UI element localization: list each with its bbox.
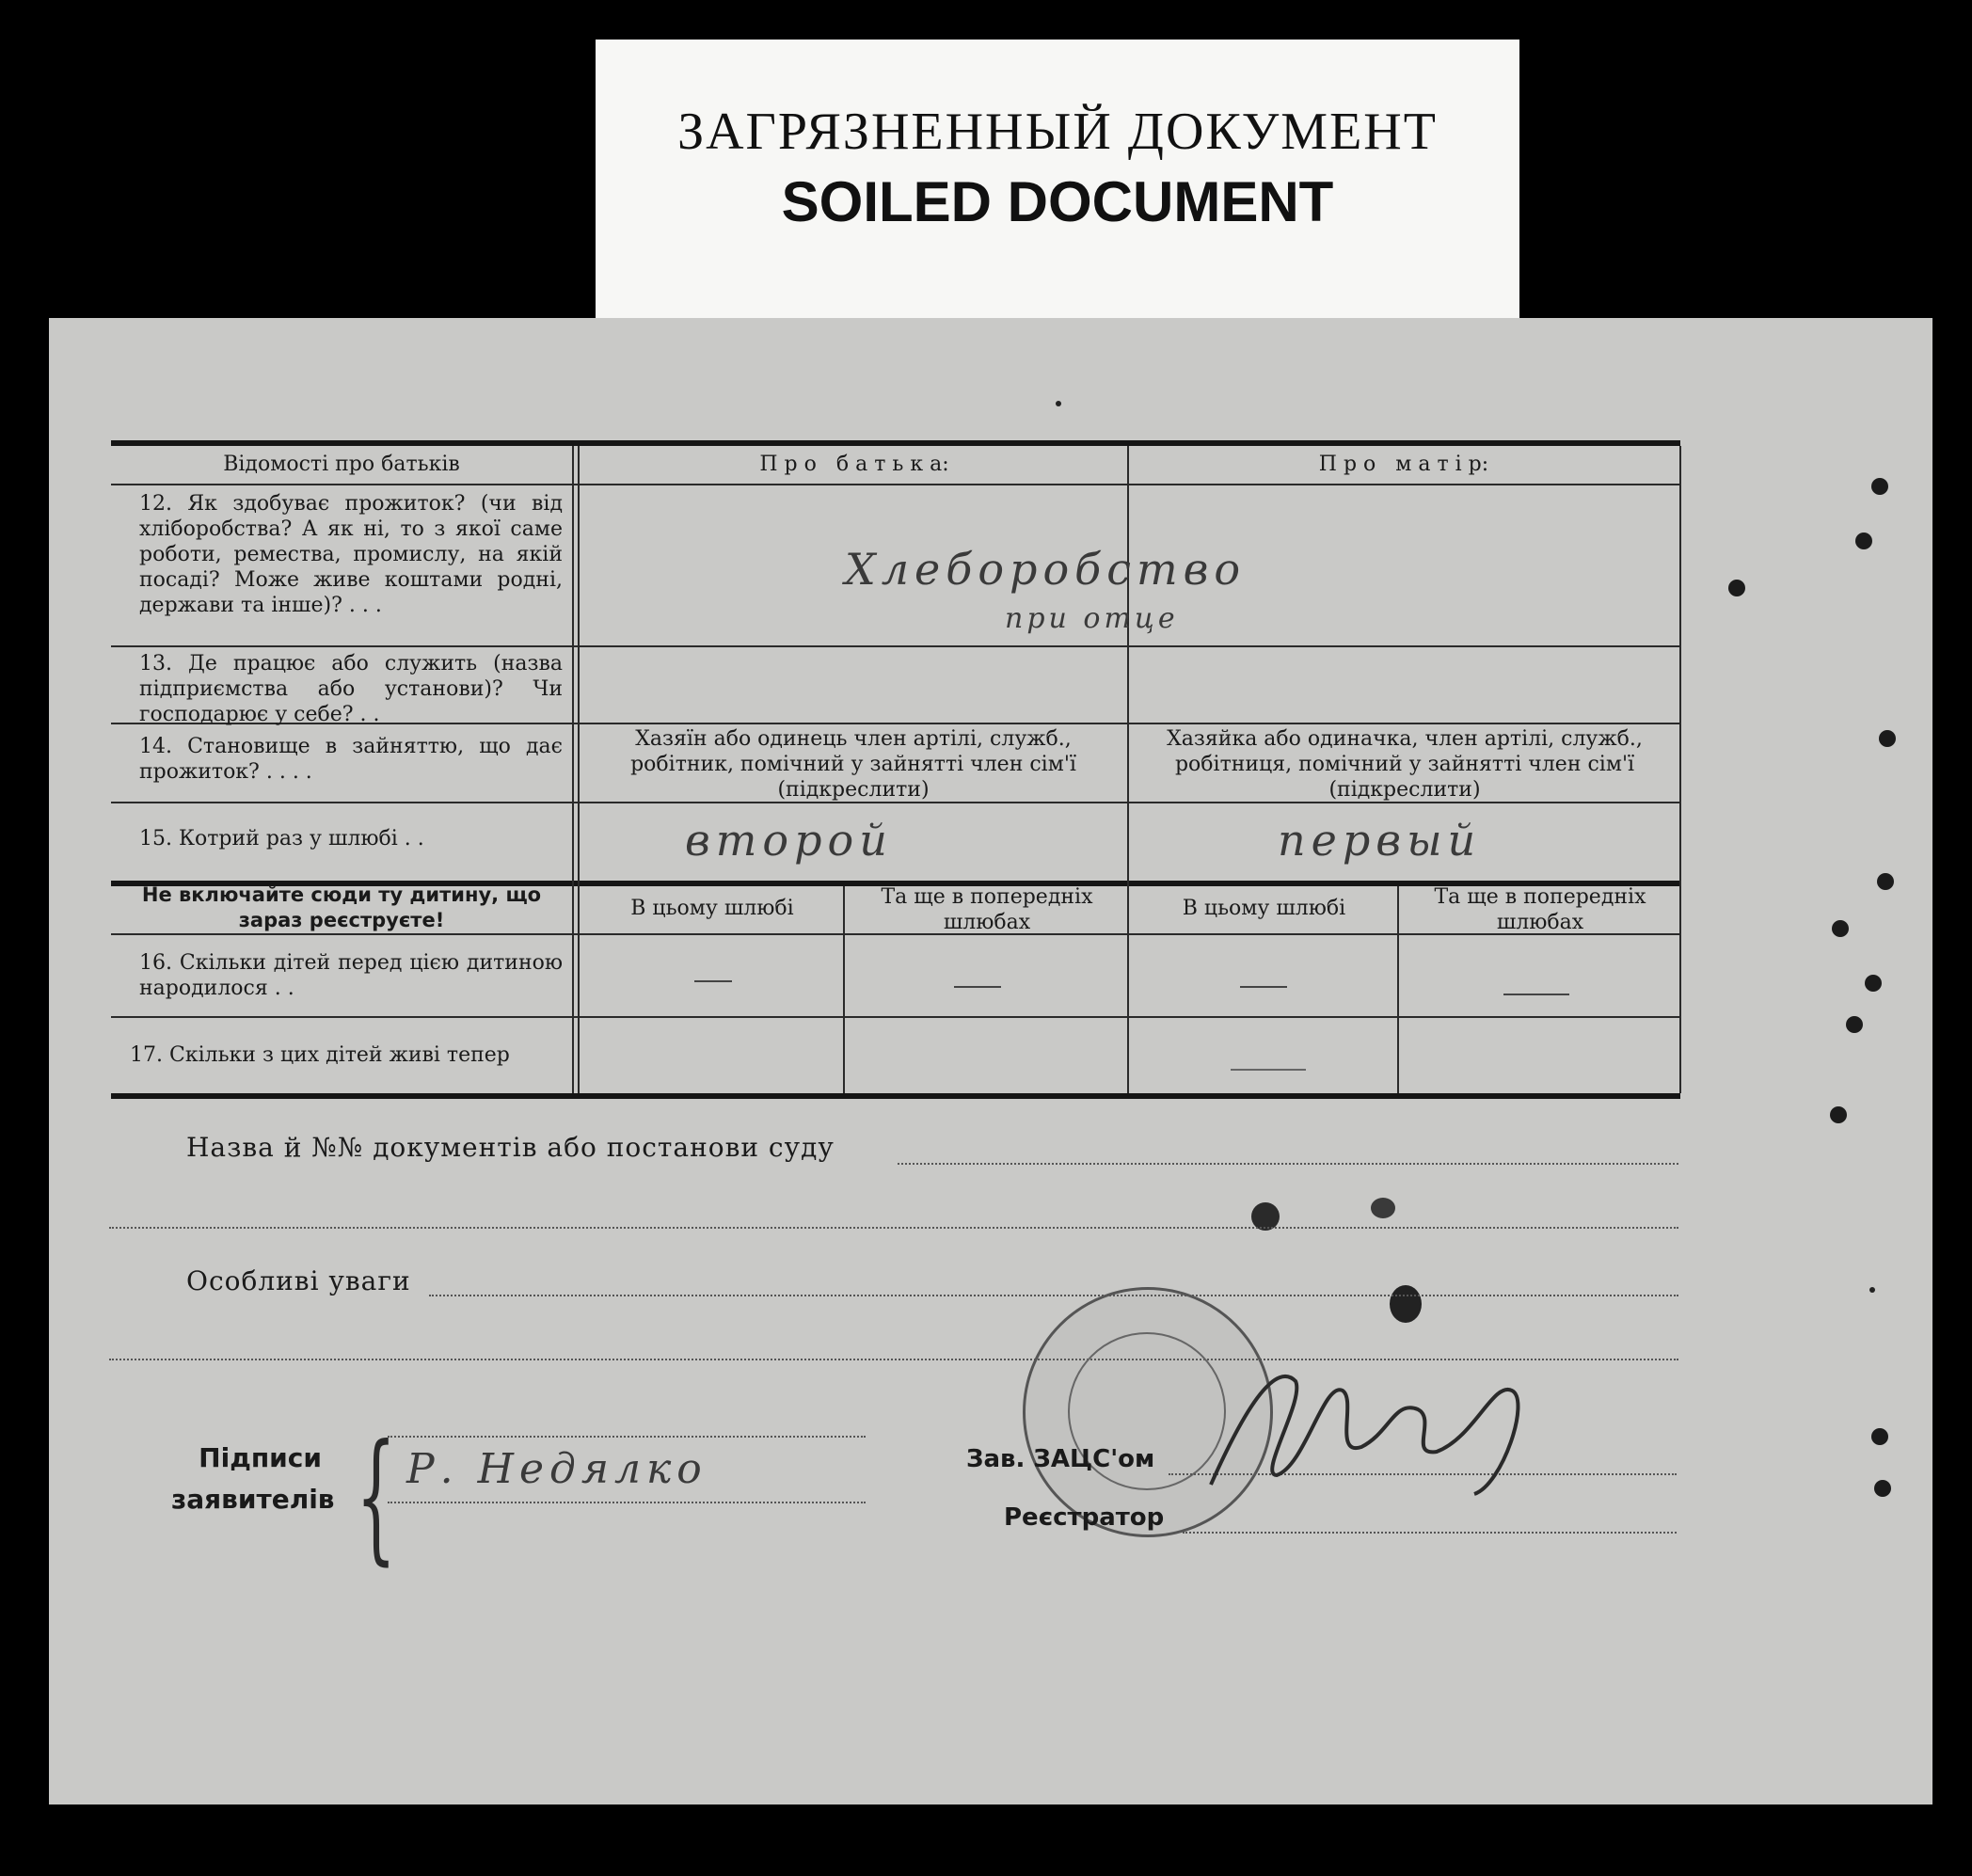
label-title-en: SOILED DOCUMENT	[781, 170, 1334, 233]
notes-label: Особливі уваги	[186, 1265, 411, 1296]
signatures-brace: {	[356, 1415, 397, 1579]
ink-blot	[1371, 1198, 1395, 1218]
father-previous-marriages-header: Та ще в попередніх шлюбах	[881, 885, 1093, 934]
row-12-answer: Хлеборобство	[845, 544, 1247, 595]
documents-label: Назва й №№ документів або постанови суду	[186, 1132, 835, 1163]
header-about-father: П р о б а т ь к а:	[759, 453, 949, 476]
documents-line	[898, 1163, 1678, 1165]
registration-form-sheet	[49, 318, 1932, 1804]
ink-dot	[1056, 401, 1061, 406]
punch-hole	[1846, 1016, 1863, 1033]
documents-line-2	[109, 1227, 1678, 1229]
header-parents-info: Відомості про батьків	[223, 453, 460, 476]
punch-hole	[1832, 920, 1849, 937]
label-title-ru: ЗАГРЯЗНЕННЫЙ ДОКУМЕНТ	[677, 103, 1438, 161]
row-15-father-answer: второй	[685, 815, 893, 866]
punch-hole	[1874, 1480, 1891, 1497]
applicant-signature: Р. Недялко	[406, 1445, 708, 1493]
row-17-question: 17. Скільки з цих дітей живі тепер	[130, 1043, 510, 1067]
row-14-father-options: Хазяїн або одинець член артілі, служб., робітник, помічний у зайнятті член сім'ї (підкреслити)	[630, 727, 1076, 802]
row-12-question: 12. Як здобуває прожиток? (чи від хліборобства? А як ні, то з якої саме роботи, ремества, промислу, на якій посаді? Може живе коштами родні, держави та інше)? . . .	[139, 492, 563, 617]
notes-line	[429, 1295, 1678, 1296]
punch-hole	[1865, 975, 1882, 992]
punch-hole	[1879, 730, 1896, 747]
punch-hole	[1877, 873, 1894, 890]
father-this-marriage-header: В цьому шлюбі	[630, 897, 794, 920]
row-14-question: 14. Становище в зайняттю, що дає прожиток? . . . .	[139, 735, 563, 784]
signature-line-2	[388, 1502, 866, 1503]
soiled-document-label	[596, 40, 1519, 320]
head-signature-scrawl	[1192, 1343, 1550, 1513]
row-15-mother-answer: первый	[1278, 815, 1482, 866]
signature-line-1	[388, 1436, 866, 1438]
punch-hole	[1871, 478, 1888, 495]
ink-blot	[1390, 1285, 1422, 1323]
row-16-father-prev-dash	[954, 986, 1001, 988]
mother-this-marriage-header: В цьому шлюбі	[1182, 897, 1346, 920]
registrar-signature-line	[1183, 1532, 1677, 1534]
row-16-father-this-dash	[694, 980, 732, 982]
mother-previous-marriages-header: Та ще в попередніх шлюбах	[1434, 885, 1646, 934]
row-16-mother-this-dash	[1240, 986, 1287, 988]
children-exclusion-note: Не включайте сюди ту дитину, що зараз реєструєте!	[141, 883, 542, 931]
ink-dot	[1869, 1287, 1875, 1293]
applicant-signatures-label: Підписи заявителів	[171, 1442, 335, 1515]
punch-hole	[1830, 1106, 1847, 1123]
punch-hole	[1871, 1428, 1888, 1445]
punch-hole	[1728, 580, 1745, 596]
row-13-question: 13. Де працює або служить (назва підприємства або установи)? Чи господарює у себе? . .	[139, 652, 563, 726]
header-about-mother: П р о м а т і р:	[1318, 453, 1489, 476]
row-14-mother-options: Хазяйка або одиначка, член артілі, служб., робітниця, помічний у зайнятті член сім'ї (підкреслити)	[1167, 727, 1643, 802]
punch-hole	[1855, 533, 1872, 549]
registrar-label: Реєстратор	[1004, 1503, 1165, 1532]
head-of-registry-label: Зав. ЗАЦС'ом	[966, 1445, 1155, 1473]
row-17-mother-this-dash	[1231, 1069, 1306, 1071]
row-16-question: 16. Скільки дітей перед цією дитиною народилося . .	[139, 951, 563, 1000]
row-12-answer-note: при отце	[1005, 602, 1179, 635]
row-15-question: 15. Котрий раз у шлюбі . .	[139, 827, 424, 851]
row-16-mother-prev-dash	[1503, 994, 1569, 995]
